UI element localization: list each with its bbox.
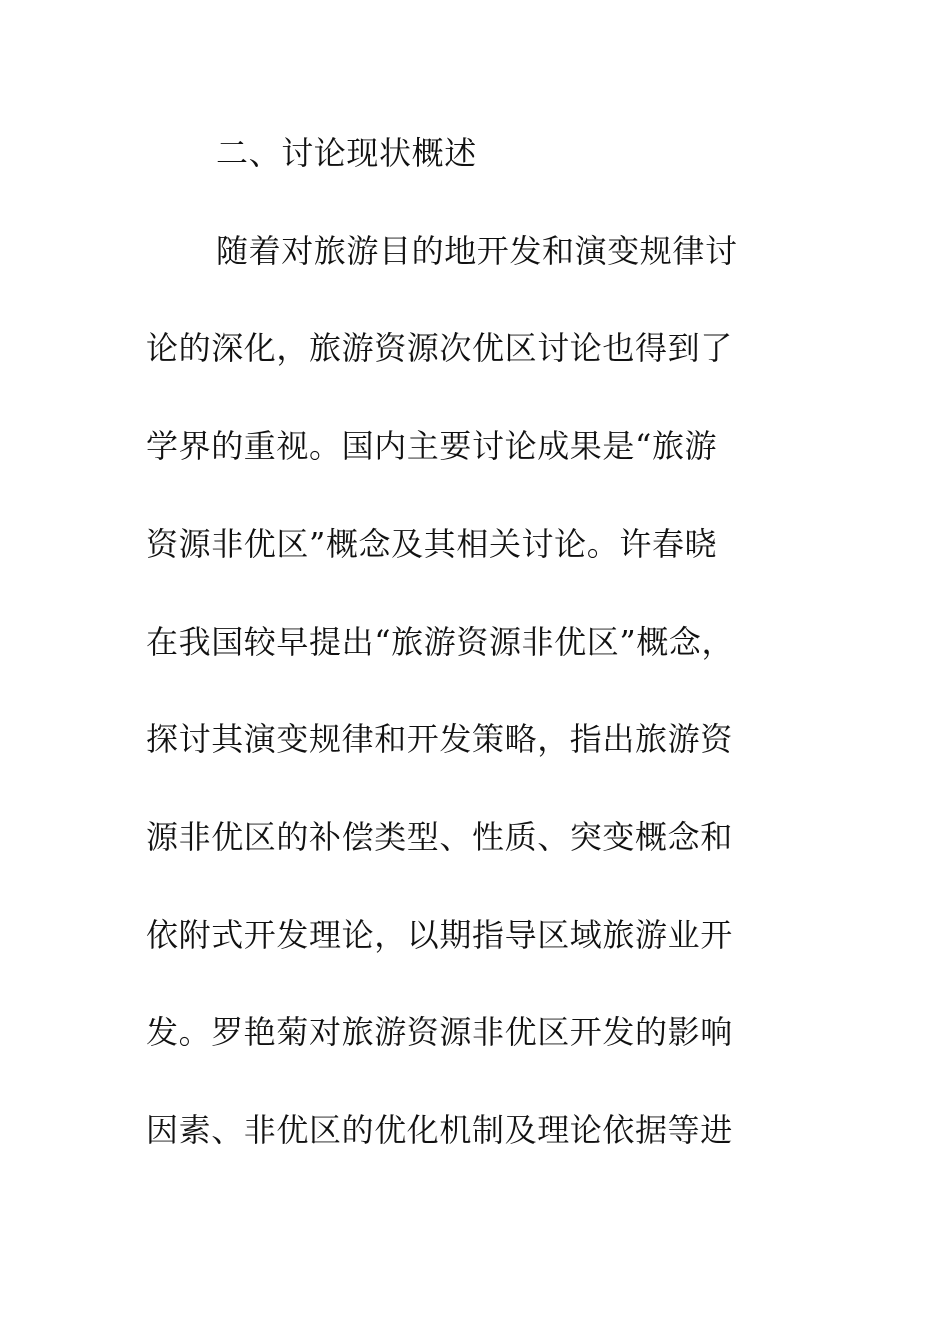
paragraph-line: 论的深化，旅游资源次优区讨论也得到了 xyxy=(146,329,733,367)
paragraph-line: 在我国较早提出“旅游资源非优区”概念， xyxy=(146,623,735,661)
paragraph-line: 依附式开发理论，以期指导区域旅游业开 xyxy=(146,916,733,954)
paragraph-line: 源非优区的补偿类型、性质、突变概念和 xyxy=(146,818,733,856)
paragraph-line: 学界的重视。国内主要讨论成果是“旅游 xyxy=(146,427,718,465)
paragraph-line: 探讨其演变规律和开发策略，指出旅游资 xyxy=(146,720,733,758)
section-heading: 二、讨论现状概述 xyxy=(216,134,477,172)
paragraph-line: 发。罗艳菊对旅游资源非优区开发的影响 xyxy=(146,1013,733,1051)
paragraph-line: 资源非优区”概念及其相关讨论。许春晓 xyxy=(146,525,718,563)
paragraph-line: 因素、非优区的优化机制及理论依据等进 xyxy=(146,1111,733,1149)
paragraph-line: 随着对旅游目的地开发和演变规律讨 xyxy=(216,232,738,270)
